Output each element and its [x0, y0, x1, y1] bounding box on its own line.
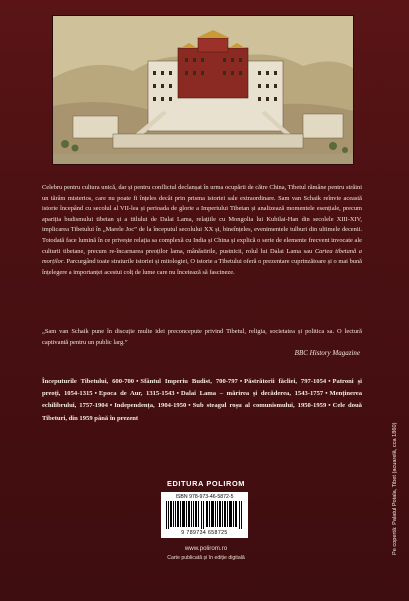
chapter-item: Dalai Lama – mărirea și decăderea, 1543-1757 — [180, 390, 324, 398]
publisher-name: EDITURA POLIROM — [166, 479, 246, 488]
chapter-separator: • — [136, 378, 139, 385]
barcode-number: 9 789734 658725 — [181, 530, 228, 536]
chapter-list — [42, 376, 362, 425]
chapter-separator: • — [239, 378, 243, 385]
palace-watercolor — [53, 16, 353, 164]
chapter-item: Independența, 1904-1950 — [114, 402, 187, 410]
barcode-panel — [161, 492, 248, 538]
chapter-separator: • — [188, 402, 191, 410]
chapter-separator: • — [328, 378, 331, 385]
review-quote-text: „Sam van Schaik pune în discuție multe idei preconcepute privind Tibetul, religia, societatea și politica sa. O lectură captivantă pentru un public larg.” — [42, 328, 362, 346]
barcode-icon — [166, 501, 243, 529]
review-quote — [42, 327, 362, 348]
review-source: BBC History Magazine — [294, 349, 360, 357]
chapter-separator: • — [328, 402, 331, 410]
chapter-item: Menținerea echilibrului, 1757-1904 — [42, 390, 362, 410]
chapter-item: Cele două Tibeturi, din 1959 până în prezent — [42, 402, 362, 422]
chapter-separator: • — [109, 402, 113, 410]
chapter-separator: • — [94, 390, 97, 398]
blurb-paragraph — [42, 183, 362, 278]
isbn-label: ISBN 978-973-46-5872-5 — [175, 494, 234, 500]
chapter-separator: • — [325, 390, 328, 398]
blurb-text-1: Celebru pentru cultura unică, dar și pentru conflictul declanșat în urma ocupării de către China, Tibetul rămâne pentru străini un tărâm misterios, care nu poate fi înțeles decât prin prisma istoriei sale extraordinare. Sam van Schaik reînvie această istorie începând cu secolul al VII-lea și perioada de glorie a Imperiului Tibetan și analizează momentele esențiale, precum apariția budismului tibetan și a titlului de Dalai Lama, relațiile cu Mongolia lui Kubilai-Han din secolele XIII-XIV, implicarea Tibetului în „Marele Joc” de la începutul secolului XX și, bineînțeles, evenimentele tulburi din ultimele decenii. Totodată face lumină în ce privește relația sa complexă cu India și China și explică o serie de elemente frecvent invocate ale culturii tibetane, precum re-încarnarea preoților lama, mânăstirile, pustnicii, rolul lui Dalai Lama sau — [42, 184, 362, 255]
potala-palace-illustration — [52, 15, 354, 165]
chapter-item: Sfântul Imperiu Budist, 700-797 — [140, 378, 238, 385]
chapter-item: Sub steagul roșu al comunismului, 1950-1959 — [192, 402, 327, 410]
digital-edition-note: Carte publicată și în ediție digitală — [167, 555, 245, 561]
chapter-item: Patroni și preoți, 1054-1315 — [42, 378, 362, 398]
chapter-item: Epoca de Aur, 1315-1543 — [98, 390, 175, 398]
blurb-italic-title: Cartea tibetană a morților — [42, 247, 362, 266]
chapter-item: Începuturile Tibetului, 600-700 — [42, 378, 135, 385]
blurb-text-2: . Parcurgând toate straturile istoriei și mitologiei, O istorie a Tibetului oferă o prezentare cuprinzătoare și o mai bună înțelegere a importanței acestui colț de lume care nu încetează să fascineze. — [42, 258, 362, 276]
publisher-website[interactable]: www.polirom.ro — [184, 545, 228, 552]
chapter-separator: • — [176, 390, 179, 398]
cover-credit: Pe copertă: Palatul Potala, Tibet (acuarelă, cca 1860) — [392, 422, 398, 555]
chapter-item: Păstrătorii făcliei, 797-1054 — [244, 378, 327, 385]
